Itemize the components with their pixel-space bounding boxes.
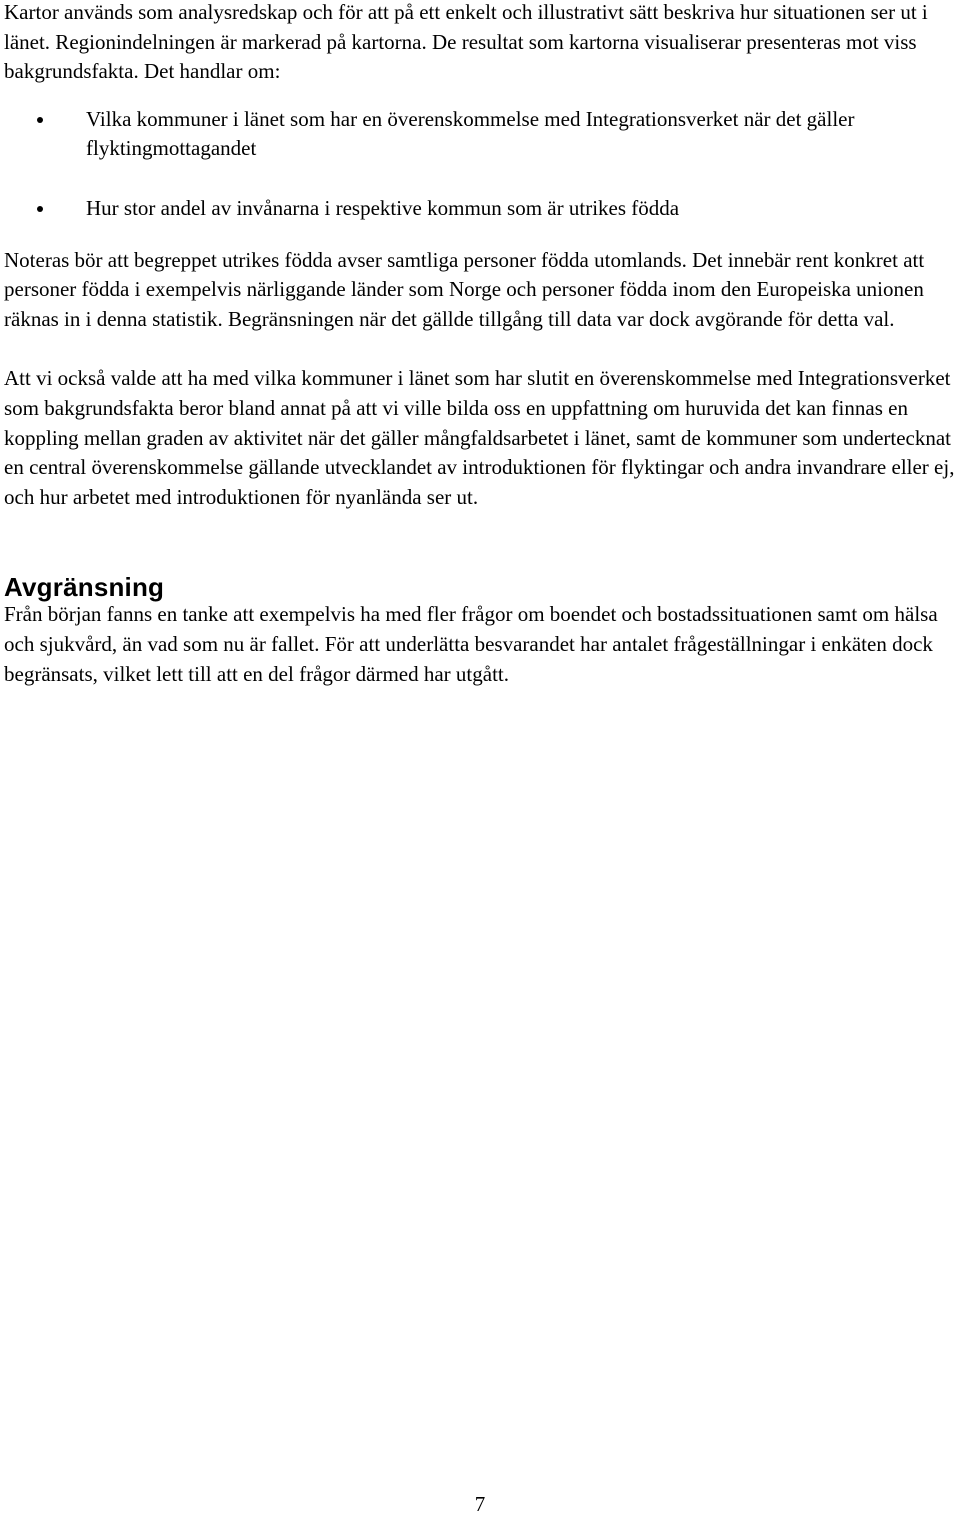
noteras-paragraph: Noteras bör att begreppet utrikes födda avser samtliga personer födda utomlands. Det innebär rent konkret att personer födda i exempelvis närliggande länder som Norge och personer födda inom den Europeiska unionen räknas in i denna statistik. Begränsningen när det gällde tillgång till data var dock avgörande för detta val. [4,247,925,331]
bullet-icon [37,117,43,123]
bullet-text: Vilka kommuner i länet som har en överenskommelse med Integrationsverket när det gäller flyktingmottagandet [86,106,855,161]
bullet-list [4,105,956,224]
page-number: 7 [474,1492,486,1516]
document-page [4,0,956,689]
bullet-text: Hur stor andel av invånarna i respektive kommun som är utrikes födda [86,195,680,220]
section-heading: Avgränsning [4,572,165,603]
att-paragraph: Att vi också valde att ha med vilka kommuner i länet som har slutit en överenskommelse med Integrationsverket som bakgrundsfakta beror bland annat på att vi ville bilda oss en uppfattning om huruvida det kan finnas en koppling mellan graden av aktivitet när det gäller mångfaldsarbetet i länet, samt de kommuner som undertecknat en central överenskommelse gällande utvecklandet av introduktionen för flyktingar och andra invandrare eller ej, och hur arbetet med introduktionen för nyanlända ser ut. [4,366,955,509]
list-item [4,194,956,224]
bullet-icon [37,206,43,212]
list-item [4,105,956,164]
intro-paragraph: Kartor används som analysredskap och för att på ett enkelt och illustrativt sätt beskriva hur situationen ser ut i länet. Regionindelningen är markerad på kartorna. De resultat som kartorna visualiserar presenteras mot viss bakgrundsfakta. Det handlar om: [4,0,928,84]
section-paragraph: Från början fanns en tanke att exempelvis ha med fler frågor om boendet och bostadssituationen samt om hälsa och sjukvård, än vad som nu är fallet. För att underlätta besvarandet har antalet frågeställningar i enkäten dock begränsats, vilket lett till att en del frågor därmed har utgått. [4,602,938,686]
